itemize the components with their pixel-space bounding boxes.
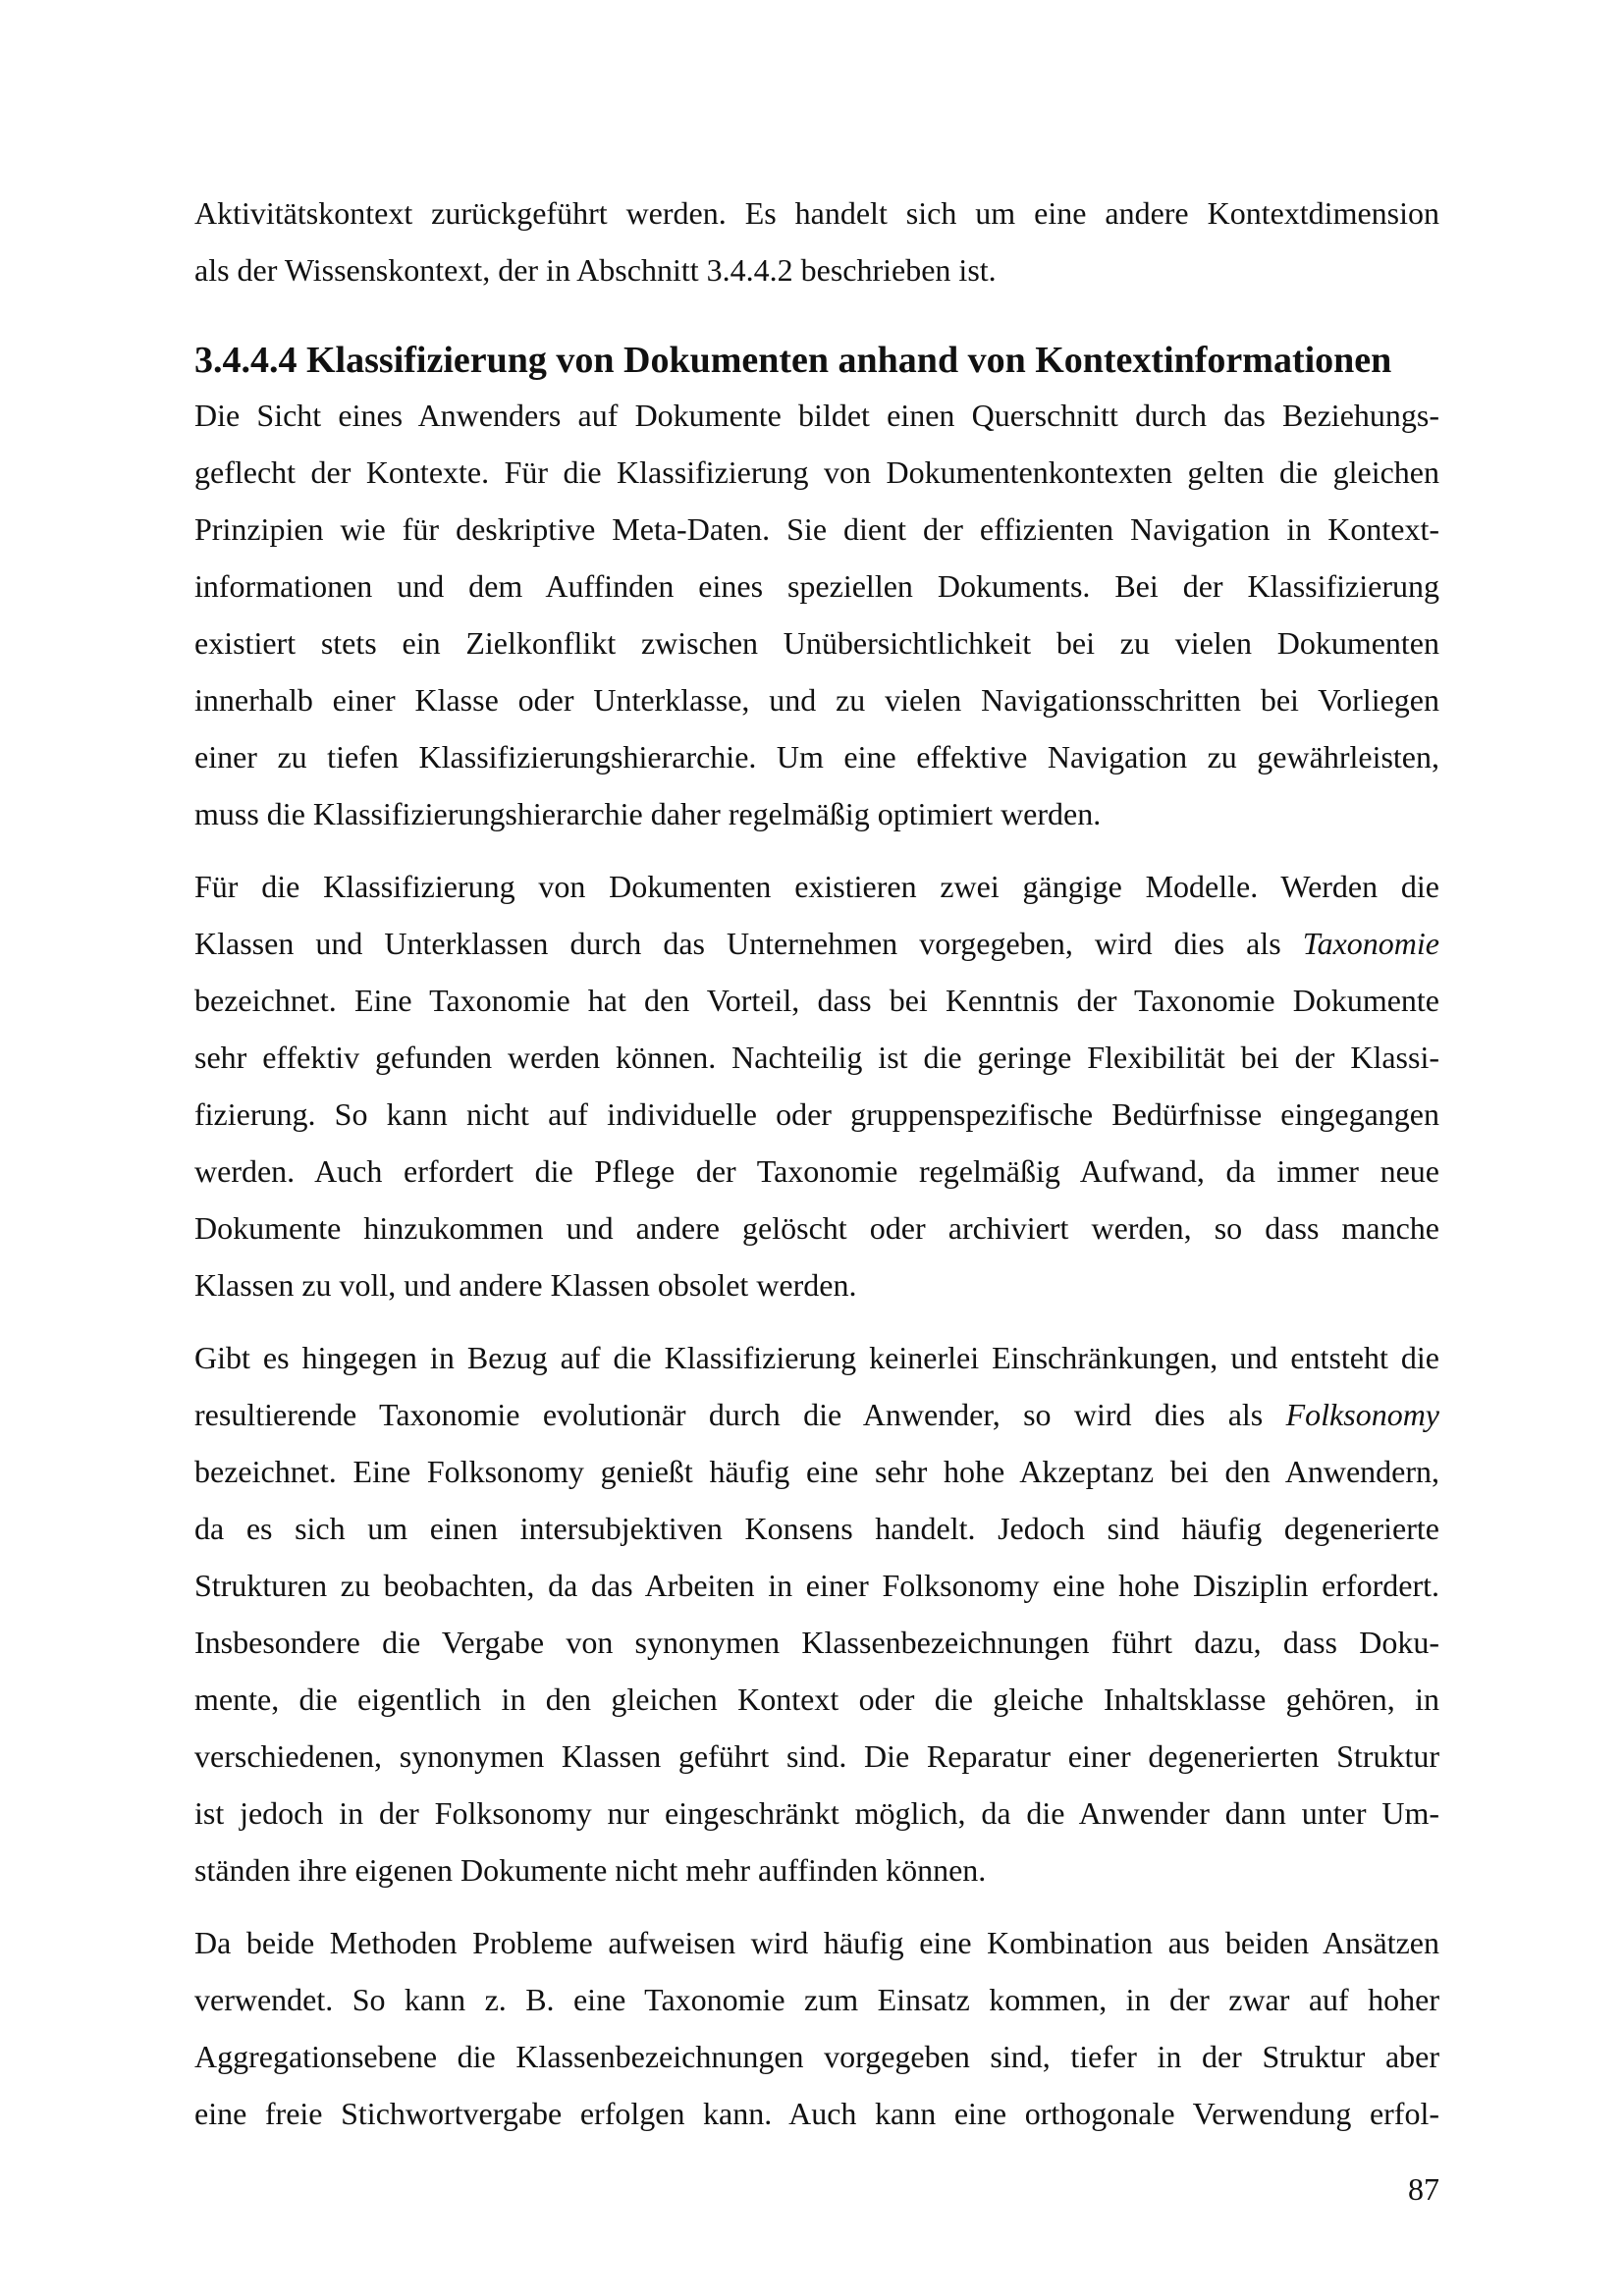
text-line: eine freie Stichwortvergabe erfolgen kann. Auch kann eine orthogonale Verwendung erfol- xyxy=(194,2096,1439,2131)
text-line: verschiedenen, synonymen Klassen geführt sind. Die Reparatur einer degenerierten Struktur xyxy=(194,1738,1439,1774)
paragraph-4 xyxy=(194,1914,1439,2142)
text-line: innerhalb einer Klasse oder Unterklasse, und zu vielen Navigationsschritten bei Vorliegen xyxy=(194,682,1439,718)
term-taxonomie: Taxonomie xyxy=(1302,926,1439,961)
intro-paragraph xyxy=(194,185,1439,298)
text-line: bezeichnet. Eine Folksonomy genießt häufig eine sehr hohe Akzeptanz bei den Anwendern, xyxy=(194,1454,1439,1489)
text-line: ist jedoch in der Folksonomy nur eingeschränkt möglich, da die Anwender dann unter Um- xyxy=(194,1795,1439,1831)
text-line: bezeichnet. Eine Taxonomie hat den Vorteil, dass bei Kenntnis der Taxonomie Dokumente xyxy=(194,983,1439,1018)
text-line: Da beide Methoden Probleme aufweisen wird häufig eine Kombination aus beiden Ansätzen xyxy=(194,1925,1439,1960)
paragraph-2 xyxy=(194,858,1439,1313)
text-line: muss die Klassifizierungshierarchie daher regelmäßig optimiert werden. xyxy=(194,796,1102,831)
section-heading: 3.4.4.4 Klassifizierung von Dokumenten anhand von Kontextinformationen xyxy=(194,340,1392,381)
term-folksonomy: Folksonomy xyxy=(1285,1397,1439,1432)
paragraph-3 xyxy=(194,1329,1439,1898)
text-line: verwendet. So kann z. B. eine Taxonomie zum Einsatz kommen, in der zwar auf hoher xyxy=(194,1982,1439,2017)
text-line: sehr effektiv gefunden werden können. Nachteilig ist die geringe Flexibilität bei der Klassi- xyxy=(194,1040,1439,1075)
text-fragment: resultierende Taxonomie evolutionär durch die Anwender, so wird dies als xyxy=(194,1397,1286,1432)
text-line: Aktivitätskontext zurückgeführt werden. Es handelt sich um eine andere Kontextdimension xyxy=(194,195,1439,231)
text-line xyxy=(194,915,1439,972)
text-line: als der Wissenskontext, der in Abschnitt 3.4.4.2 beschrieben ist. xyxy=(194,252,997,288)
text-line: Prinzipien wie für deskriptive Meta-Daten. Sie dient der effizienten Navigation in Kontext- xyxy=(194,511,1439,547)
text-line: ständen ihre eigenen Dokumente nicht mehr auffinden können. xyxy=(194,1852,987,1888)
text-line: Gibt es hingegen in Bezug auf die Klassifizierung keinerlei Einschränkungen, und entsteht die xyxy=(194,1340,1439,1375)
text-line: Klassen zu voll, und andere Klassen obsolet werden. xyxy=(194,1267,857,1303)
text-fragment: Klassen und Unterklassen durch das Unternehmen vorgegeben, wird dies als xyxy=(194,926,1303,961)
paragraph-1 xyxy=(194,387,1439,842)
text-line: Die Sicht eines Anwenders auf Dokumente bildet einen Querschnitt durch das Beziehungs- xyxy=(194,398,1439,433)
text-line: Insbesondere die Vergabe von synonymen Klassenbezeichnungen führt dazu, dass Doku- xyxy=(194,1625,1439,1660)
text-line: Dokumente hinzukommen und andere gelöscht oder archiviert werden, so dass manche xyxy=(194,1210,1439,1246)
text-line: da es sich um einen intersubjektiven Konsens handelt. Jedoch sind häufig degenerierte xyxy=(194,1511,1439,1546)
text-line: mente, die eigentlich in den gleichen Kontext oder die gleiche Inhaltsklasse gehören, in xyxy=(194,1682,1439,1717)
text-line: einer zu tiefen Klassifizierungshierarchie. Um eine effektive Navigation zu gewährleisten, xyxy=(194,739,1439,774)
text-line xyxy=(194,1386,1439,1443)
text-line: informationen und dem Auffinden eines speziellen Dokuments. Bei der Klassifizierung xyxy=(194,568,1439,604)
text-line: geflecht der Kontexte. Für die Klassifizierung von Dokumentenkontexten gelten die gleichen xyxy=(194,454,1439,490)
text-line: werden. Auch erfordert die Pflege der Taxonomie regelmäßig Aufwand, da immer neue xyxy=(194,1153,1439,1189)
text-line: Für die Klassifizierung von Dokumenten existieren zwei gängige Modelle. Werden die xyxy=(194,869,1439,904)
page-number: 87 xyxy=(1408,2171,1439,2207)
text-line: fizierung. So kann nicht auf individuelle oder gruppenspezifische Bedürfnisse eingegangen xyxy=(194,1096,1439,1132)
text-line: Aggregationsebene die Klassenbezeichnungen vorgegeben sind, tiefer in der Struktur aber xyxy=(194,2039,1439,2074)
text-line: Strukturen zu beobachten, da das Arbeiten in einer Folksonomy eine hohe Disziplin erfordert. xyxy=(194,1568,1439,1603)
text-line: existiert stets ein Zielkonflikt zwischen Unübersichtlichkeit bei zu vielen Dokumenten xyxy=(194,625,1439,661)
